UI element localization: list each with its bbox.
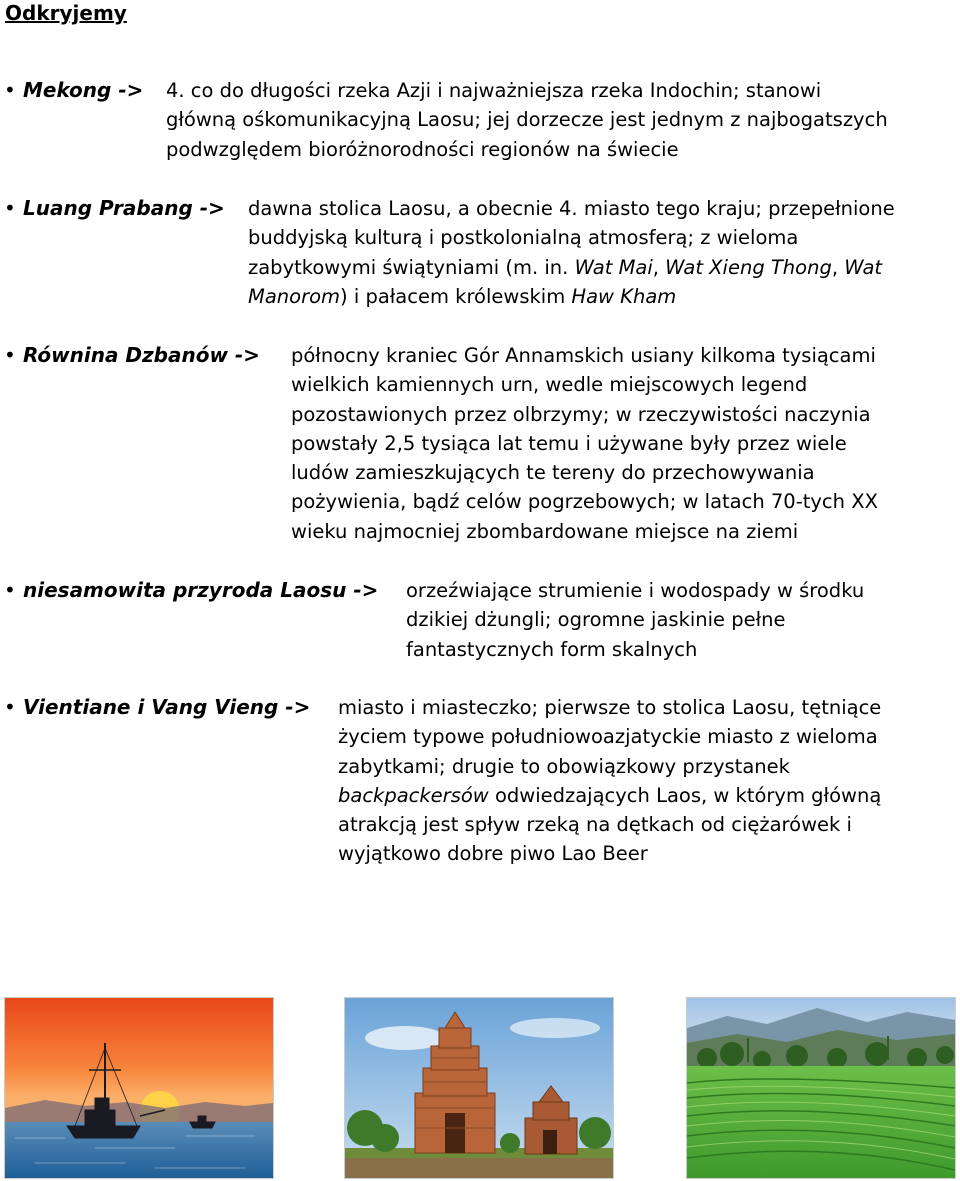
bullet-marker: • (4, 196, 16, 220)
page-heading: Odkryjemy (5, 1, 127, 25)
description-line: pozostawionych przez olbrzymy; w rzeczywistości naczynia (291, 402, 871, 426)
bullet-marker: • (4, 578, 16, 602)
rice-terraces-photo (686, 997, 956, 1179)
line-text: ) i pałacem królewskim (340, 284, 572, 308)
line-text: , (831, 255, 845, 279)
bullet-marker: • (4, 695, 16, 719)
sunset-boat-photo (4, 997, 274, 1179)
description-line: północny kraniec Gór Annamskich usiany kilkoma tysiącami (291, 344, 876, 367)
description-line: życiem typowe południowoazjatyckie miasto z wieloma (338, 725, 878, 749)
entry-description (166, 76, 888, 164)
entry-term: Równina Dzbanów -> (23, 343, 260, 367)
temple-name: Wat Mai (574, 255, 653, 279)
description-line: dzikiej dżungli; ogromne jaskinie pełne (406, 608, 786, 632)
description-line: buddyjską kulturą i postkolonialną atmosferą; z wieloma (248, 226, 799, 250)
entry-description (248, 194, 895, 311)
entry-term: niesamowita przyroda Laosu -> (23, 578, 379, 602)
entry-description (338, 693, 881, 869)
description-line (248, 282, 895, 311)
description-line: 4. co do długości rzeka Azji i najważniejsza rzeka Indochin; stanowi (166, 79, 822, 102)
entry-description (291, 341, 878, 546)
description-line: zabytkami; drugie to obowiązkowy przystanek (338, 754, 790, 778)
description-line: fantastycznych form skalnych (406, 637, 698, 661)
description-line: miasto i miasteczko; pierwsze to stolica Laosu, tętniące (338, 696, 882, 719)
entry-description (406, 576, 864, 664)
description-line: wielkich kamiennych urn, wedle miejscowych legend (291, 373, 808, 397)
bullet-marker: • (4, 343, 16, 367)
line-text: , (652, 255, 666, 279)
description-line: powstały 2,5 tysiąca lat temu i używane były przez wiele (291, 431, 847, 455)
description-line (338, 781, 881, 810)
entry-term: Mekong -> (23, 78, 144, 102)
description-line: wyjątkowo dobre piwo Lao Beer (338, 842, 648, 866)
entry-term: Vientiane i Vang Vieng -> (23, 695, 311, 719)
description-line (248, 253, 895, 282)
line-text: zabytkowymi świątyniami (m. in. (248, 255, 575, 279)
description-line: orzeźwiające strumienie i wodospady w środku (406, 579, 865, 602)
temple-name: Wat Xieng Thong (665, 255, 832, 279)
temple-name: Wat (844, 255, 883, 279)
description-line: ludów zamieszkujących te tereny do przechowywania (291, 461, 815, 485)
entry-term: Luang Prabang -> (23, 196, 225, 220)
temple-name: Manorom (248, 284, 341, 308)
description-line: wieku najmocniej zbombardowane miejsce na ziemi (291, 519, 799, 543)
italic-term: backpackersów (338, 783, 489, 807)
description-line: dawna stolica Laosu, a obecnie 4. miasto tego kraju; przepełnione (248, 197, 895, 220)
line-text: odwiedzających Laos, w którym główną (488, 783, 882, 807)
description-line: atrakcją jest spływ rzeką na dętkach od ciężarówek i (338, 813, 852, 837)
bullet-marker: • (4, 78, 16, 102)
temple-ruins-photo (344, 997, 614, 1179)
description-line: podwzględem bioróżnorodności regionów na świecie (166, 137, 679, 161)
palace-name: Haw Kham (571, 284, 677, 308)
description-line: pożywienia, bądź celów pogrzebowych; w latach 70-tych XX (291, 490, 878, 514)
description-line: główną ośkomunikacyjną Laosu; jej dorzecze jest jednym z najbogatszych (166, 108, 888, 132)
